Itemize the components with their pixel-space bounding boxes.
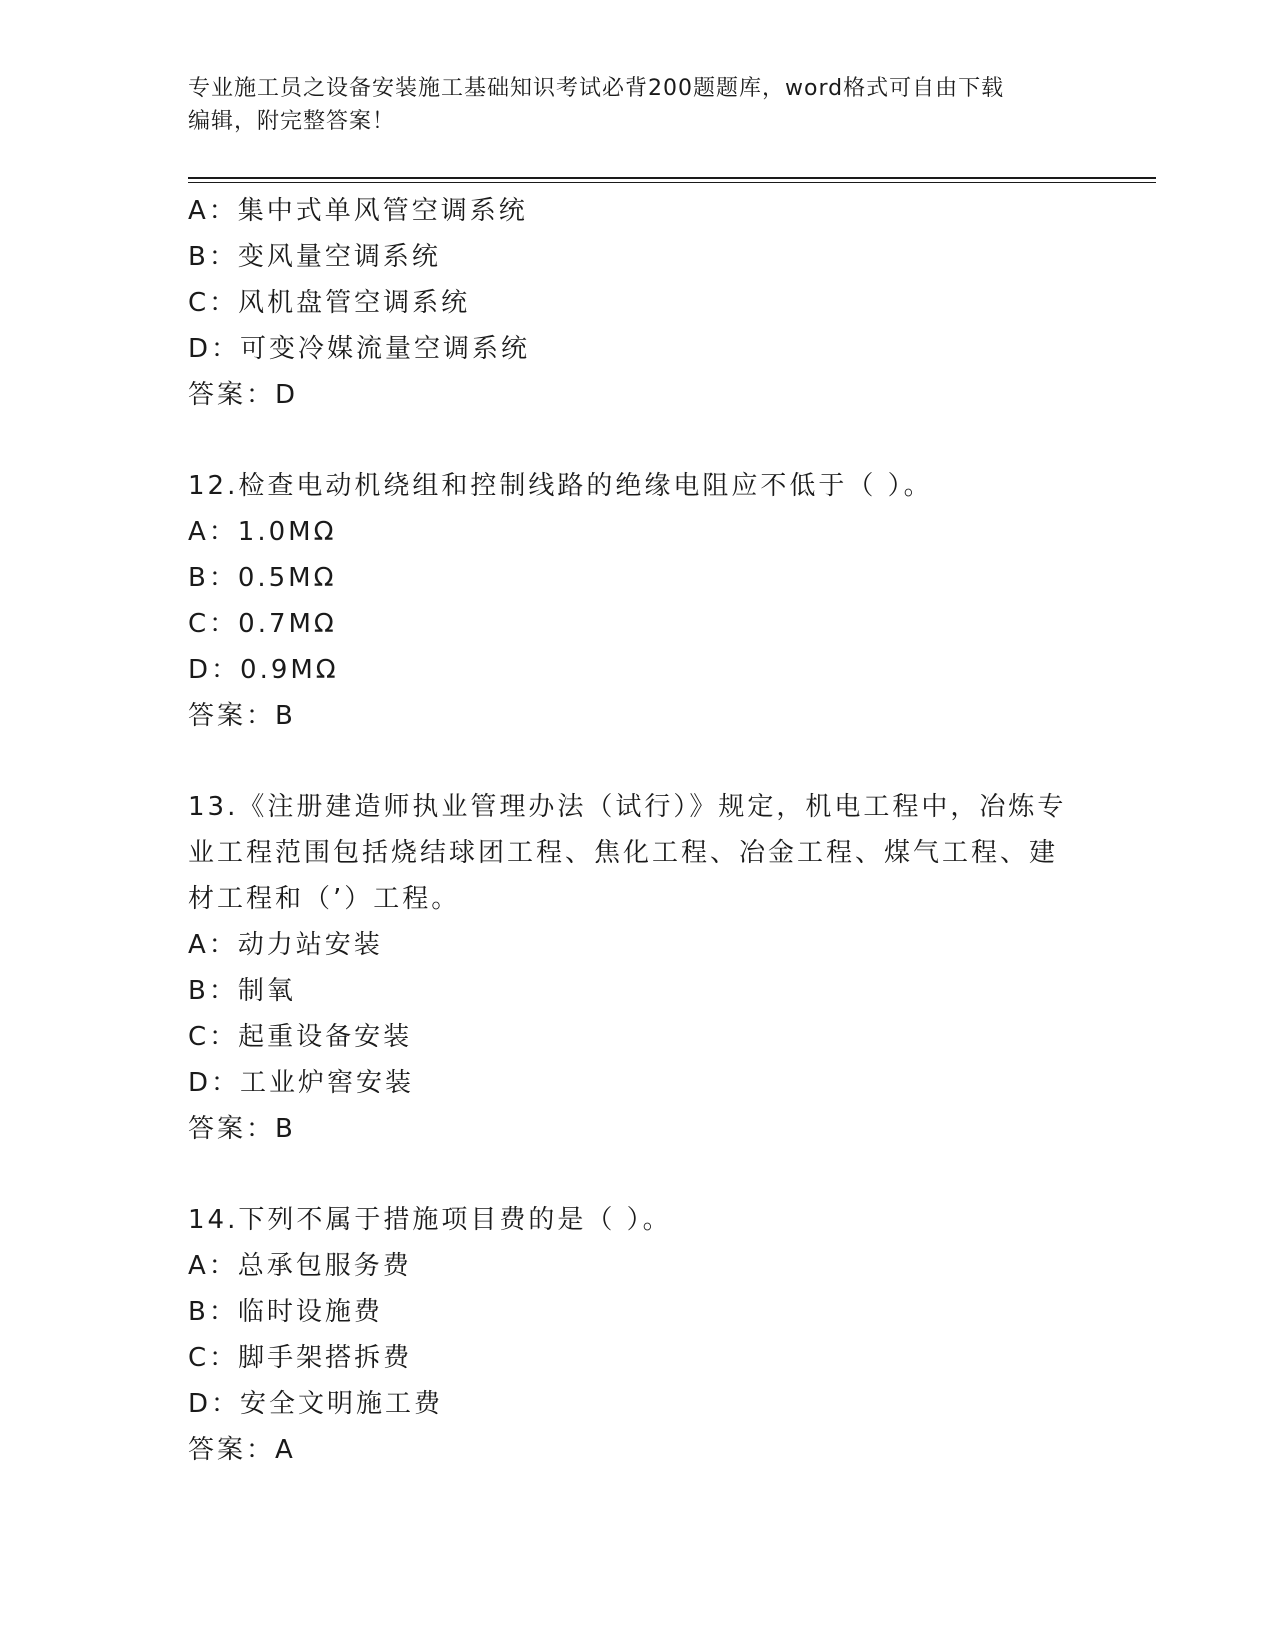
answer-line: 答案：A <box>188 1435 296 1465</box>
option-d: D：可变冷媒流量空调系统 <box>188 334 531 364</box>
option-a: A：集中式单风管空调系统 <box>188 196 528 226</box>
answer-line: 答案：B <box>188 1114 296 1144</box>
option-c: C：风机盘管空调系统 <box>188 288 471 318</box>
option-d: D：安全文明施工费 <box>188 1389 444 1419</box>
question-block-12 <box>188 463 1088 739</box>
header-rule-thick <box>188 177 1156 179</box>
option-b: B：临时设施费 <box>188 1297 383 1327</box>
stem-line: 12.检查电动机绕组和控制线路的绝缘电阻应不低于（ ）。 <box>188 471 933 501</box>
stem-line: 13.《注册建造师执业管理办法（试行）》规定，机电工程中，冶炼专 <box>188 792 1067 822</box>
answer-line: 答案：B <box>188 701 296 731</box>
option-d: D：0.9MΩ <box>188 655 339 685</box>
question-block-13 <box>188 784 1088 1152</box>
spacer <box>188 1152 1088 1197</box>
option-a: A：1.0MΩ <box>188 517 337 547</box>
header-rule-thin <box>188 182 1156 183</box>
option-c: C：脚手架搭拆费 <box>188 1343 413 1373</box>
option-a: A：总承包服务费 <box>188 1251 412 1281</box>
question-block-14 <box>188 1197 1088 1473</box>
question-stem <box>188 1197 1078 1243</box>
question-list <box>188 188 1088 1473</box>
answer-line: 答案：D <box>188 380 299 410</box>
question-stem <box>188 784 1078 922</box>
question-block-11 <box>188 188 1088 418</box>
spacer <box>188 418 1088 463</box>
option-b: B：0.5MΩ <box>188 563 337 593</box>
stem-line: 材工程和（’）工程。 <box>188 884 461 914</box>
document-header <box>188 72 1068 138</box>
question-stem <box>188 463 1078 509</box>
header-line-2: 编辑，附完整答案！ <box>188 109 396 134</box>
option-c: C：起重设备安装 <box>188 1022 413 1052</box>
option-b: B：变风量空调系统 <box>188 242 441 272</box>
stem-line: 14.下列不属于措施项目费的是（ ）。 <box>188 1205 672 1235</box>
option-c: C：0.7MΩ <box>188 609 337 639</box>
stem-line: 业工程范围包括烧结球团工程、焦化工程、冶金工程、煤气工程、建 <box>188 838 1059 868</box>
spacer <box>188 739 1088 784</box>
option-b: B：制氧 <box>188 976 296 1006</box>
option-a: A：动力站安装 <box>188 930 383 960</box>
header-line-1: 专业施工员之设备安装施工基础知识考试必背200题题库，word格式可自由下载 <box>188 76 1005 101</box>
option-d: D：工业炉窖安装 <box>188 1068 415 1098</box>
